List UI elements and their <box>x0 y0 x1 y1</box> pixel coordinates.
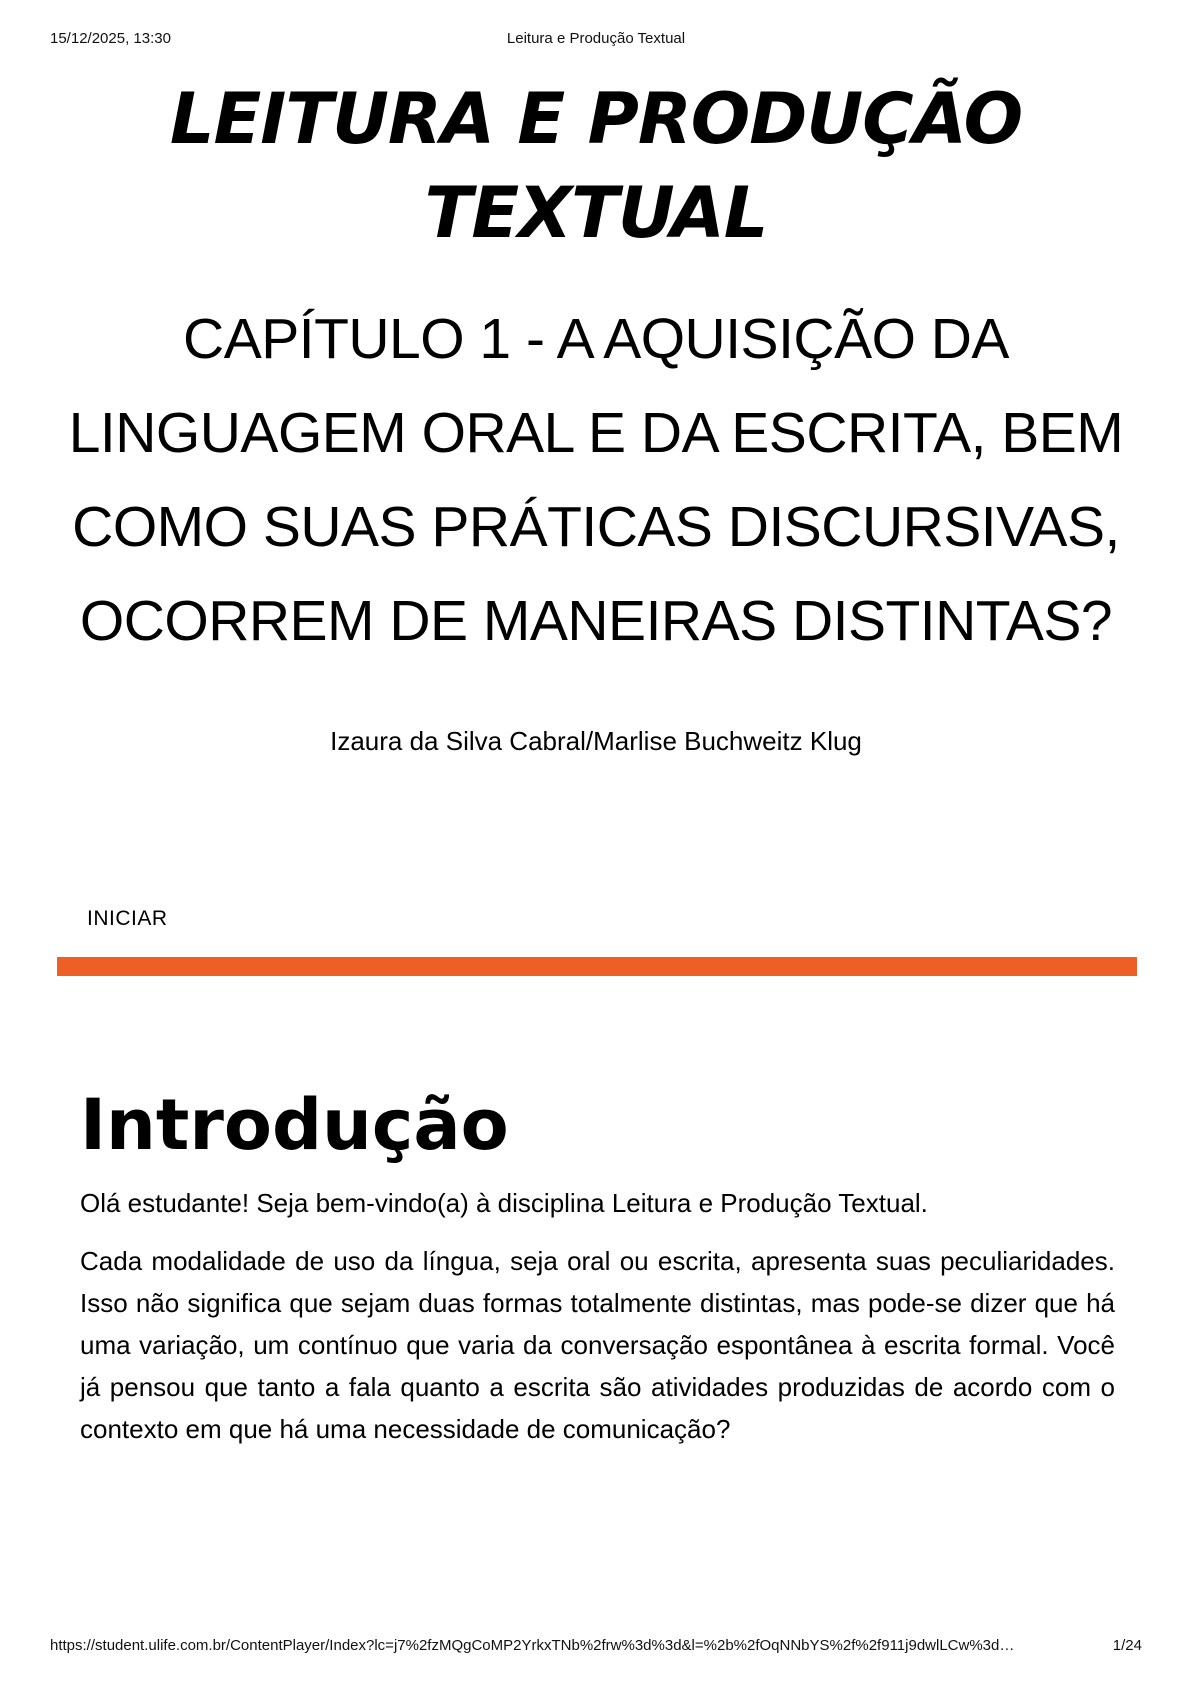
chapter-title: CAPÍTULO 1 - A AQUISIÇÃO DA LINGUAGEM ORAL E DA ESCRITA, BEM COMO SUAS PRÁTICAS DISCURSIVAS, OCORREM DE MANEIRAS DISTINTAS? <box>68 307 1124 653</box>
start-button[interactable]: INICIAR <box>87 907 168 930</box>
intro-paragraph: Cada modalidade de uso da língua, seja oral ou escrita, apresenta suas peculiaridades. Isso não significa que sejam duas formas totalmente distintas, mas pode-se dizer que há uma variação, um contínuo que varia da conversação espontânea à escrita formal. Você já pensou que tanto a fala quanto a escrita são atividades produzidas de acordo com o contexto em que há uma necessidade de comunicação? <box>80 1246 1115 1444</box>
authors: Izaura da Silva Cabral/Marlise Buchweitz Klug <box>330 726 862 756</box>
print-footer <box>50 1637 1142 1657</box>
intro-heading: Introdução <box>80 1084 509 1166</box>
accent-divider <box>57 957 1137 976</box>
print-datetime: 15/12/2025, 13:30 <box>50 30 171 47</box>
print-header <box>50 30 1142 50</box>
page-number: 1/24 <box>1112 1637 1142 1654</box>
intro-greeting: Olá estudante! Seja bem-vindo(a) à disciplina Leitura e Produção Textual. <box>80 1188 928 1218</box>
print-document-title: Leitura e Produção Textual <box>506 30 686 47</box>
print-url: https://student.ulife.com.br/ContentPlayer/Index?lc=j7%2fzMQgCoMP2YrkxTNb%2frw%3d%3d&l=%2b%2fOqNNbYS%2f%2f911j9dwlLCw%3d… <box>50 1637 1015 1654</box>
main-title: LEITURA E PRODUÇÃO TEXTUAL <box>169 78 1023 254</box>
